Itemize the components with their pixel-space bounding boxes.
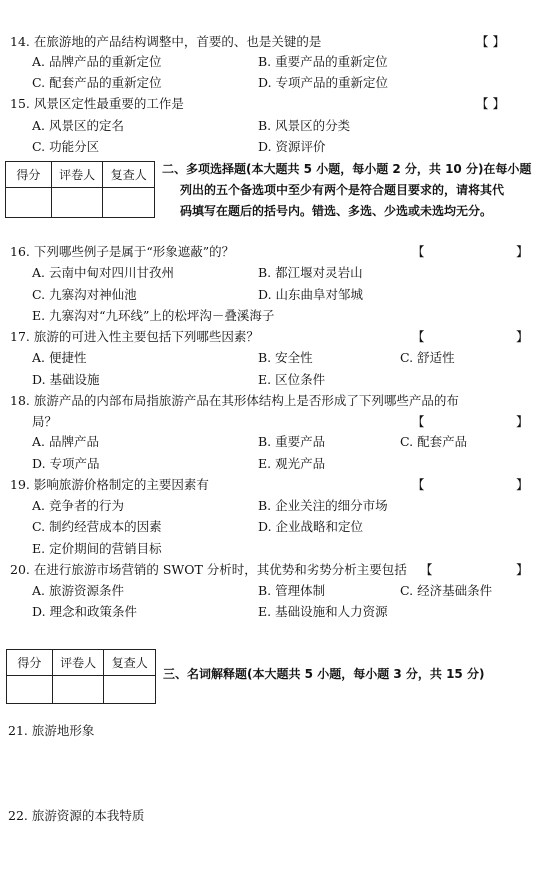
q20-option-d: D. 理念和政策条件	[32, 604, 138, 619]
q14-answer-bracket[interactable]: 【 】	[476, 34, 505, 49]
q18-stem-line2: 局？	[32, 414, 58, 429]
section3-title: 三、名词解释题(本大题共 5 小题，每小题 3 分，共 15 分)	[163, 667, 485, 681]
q18-option-c: C. 配套产品	[400, 434, 468, 449]
q18-bracket-left[interactable]: 【	[412, 414, 425, 429]
q19-bracket-right[interactable]: 】	[516, 477, 529, 492]
q17-option-d: D. 基础设施	[32, 372, 100, 387]
q17-option-b: B. 安全性	[258, 350, 313, 365]
q20-bracket-right[interactable]: 】	[516, 562, 529, 577]
q15-option-a: A. 风景区的定名	[32, 118, 124, 133]
q20-option-a: A. 旅游资源条件	[32, 583, 124, 598]
q22-stem: 22. 旅游资源的本我特质	[8, 808, 145, 823]
q17-option-e: E. 区位条件	[258, 372, 326, 387]
q18-stem-line1: 18. 旅游产品的内部布局指旅游产品在其形体结构上是否形成了下列哪些产品的布	[10, 393, 459, 408]
q18-bracket-right[interactable]: 】	[516, 414, 529, 429]
q14-option-d: D. 专项产品的重新定位	[258, 75, 389, 90]
q15-stem: 15. 风景区定性最重要的工作是	[10, 96, 184, 111]
q19-option-c: C. 制约经营成本的因素	[32, 519, 162, 534]
q14-option-b: B. 重要产品的重新定位	[258, 54, 388, 69]
q16-option-c: C. 九寨沟对神仙池	[32, 287, 137, 302]
q14-option-a: A. 品牌产品的重新定位	[32, 54, 162, 69]
q20-bracket-left[interactable]: 【	[420, 562, 433, 577]
q19-bracket-left[interactable]: 【	[412, 477, 425, 492]
q18-option-d: D. 专项产品	[32, 456, 100, 471]
q20-option-c: C. 经济基础条件	[400, 583, 493, 598]
q14-stem: 14. 在旅游地的产品结构调整中，首要的、也是关键的是	[10, 34, 322, 49]
grader-cell[interactable]	[51, 188, 103, 218]
section2-instructions-line3: 码填写在题后的括号内。错选、多选、少选或未选均无分。	[180, 204, 493, 218]
q20-stem: 20. 在进行旅游市场营销的 SWOT 分析时，其优势和劣势分析主要包括	[10, 562, 407, 577]
score-table-section3	[6, 649, 156, 704]
q19-option-d: D. 企业战略和定位	[258, 519, 364, 534]
q16-option-d: D. 山东曲阜对邹城	[258, 287, 364, 302]
q19-option-a: A. 竞争者的行为	[32, 498, 124, 513]
q19-stem: 19. 影响旅游价格制定的主要因素有	[10, 477, 209, 492]
q14-option-c: C. 配套产品的重新定位	[32, 75, 162, 90]
q16-stem: 16. 下列哪些例子是属于“形象遮蔽”的？	[10, 244, 235, 259]
q15-option-d: D. 资源评价	[258, 139, 326, 154]
q17-bracket-right[interactable]: 】	[516, 329, 529, 344]
q20-option-b: B. 管理体制	[258, 583, 326, 598]
q16-bracket-left[interactable]: 【	[412, 244, 425, 259]
q18-option-b: B. 重要产品	[258, 434, 326, 449]
reviewer-cell[interactable]	[103, 188, 155, 218]
score-header: 得分	[6, 162, 52, 188]
q18-option-e: E. 观光产品	[258, 456, 326, 471]
section2-instructions-line2: 列出的五个备选项中至少有两个是符合题目要求的，请将其代	[180, 183, 505, 197]
q15-option-c: C. 功能分区	[32, 139, 100, 154]
q17-bracket-left[interactable]: 【	[412, 329, 425, 344]
q16-bracket-right[interactable]: 】	[516, 244, 529, 259]
q21-stem: 21. 旅游地形象	[8, 723, 95, 738]
q15-option-b: B. 风景区的分类	[258, 118, 351, 133]
q16-option-b: B. 都江堰对灵岩山	[258, 265, 363, 280]
reviewer-header: 复查人	[103, 162, 155, 188]
score-header: 得分	[7, 650, 53, 676]
score-cell[interactable]	[6, 188, 52, 218]
q17-stem: 17. 旅游的可进入性主要包括下列哪些因素？	[10, 329, 259, 344]
q17-option-c: C. 舒适性	[400, 350, 455, 365]
reviewer-header: 复查人	[104, 650, 156, 676]
q18-option-a: A. 品牌产品	[32, 434, 99, 449]
section2-title: 二、多项选择题(本大题共 5 小题，每小题 2 分，共 10 分)在每小题	[162, 162, 532, 176]
score-table-section2	[5, 161, 155, 218]
grader-header: 评卷人	[51, 162, 103, 188]
grader-header: 评卷人	[52, 650, 104, 676]
q15-answer-bracket[interactable]: 【 】	[476, 96, 505, 111]
q19-option-b: B. 企业关注的细分市场	[258, 498, 388, 513]
reviewer-cell[interactable]	[104, 676, 156, 704]
q20-option-e: E. 基础设施和人力资源	[258, 604, 388, 619]
q16-option-a: A. 云南中甸对四川甘孜州	[32, 265, 174, 280]
q19-option-e: E. 定价期间的营销目标	[32, 541, 162, 556]
grader-cell[interactable]	[52, 676, 104, 704]
score-cell[interactable]	[7, 676, 53, 704]
q16-option-e: E. 九寨沟对“九环线”上的松坪沟－叠溪海子	[32, 308, 275, 323]
q17-option-a: A. 便捷性	[32, 350, 87, 365]
